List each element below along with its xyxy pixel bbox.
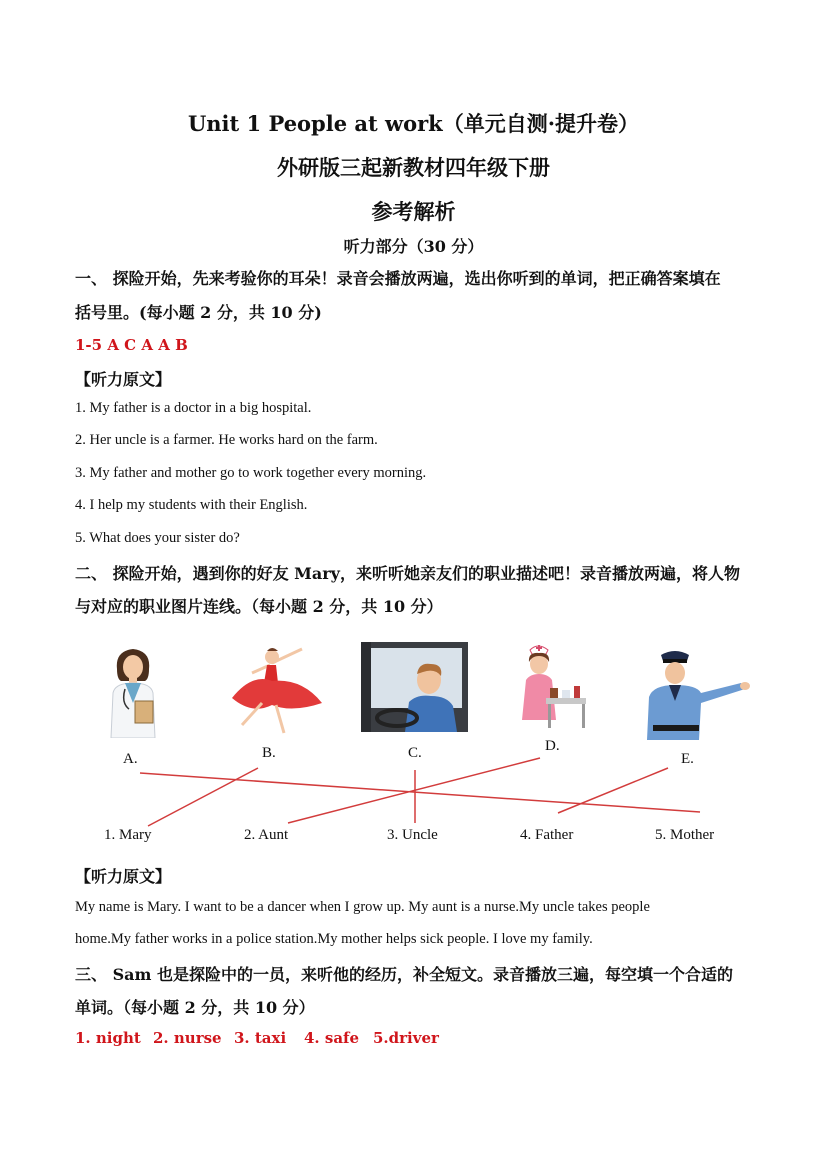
- picture-letter-b: B.: [262, 745, 276, 761]
- section-title: 听力部分（30 分）: [343, 237, 484, 256]
- part3-answer-2: 2. nurse: [153, 1029, 222, 1047]
- part3-answer-3: 3. taxi: [234, 1029, 287, 1047]
- match-line-aunt-d: [288, 758, 540, 823]
- picture-letter-a: A.: [123, 751, 138, 767]
- part3-instruction-line2: 单词。（每小题 2 分，共 10 分）: [75, 998, 315, 1017]
- document-title: Unit 1 People at work（单元自测·提升卷）: [187, 111, 640, 136]
- picture-letter-d: D.: [545, 738, 560, 754]
- document-heading: 参考解析: [371, 199, 456, 224]
- part1-instruction-line2: 括号里。(每小题 2 分，共 10 分): [75, 303, 322, 322]
- person-mary: 1. Mary: [104, 827, 152, 843]
- script-line: 3. My father and mother go to work together every morning.: [75, 465, 427, 481]
- script-line: 4. I help my students with their English.: [75, 497, 308, 513]
- part1-answers: 1-5 A C A A B: [75, 336, 188, 354]
- part2-script-label: 【听力原文】: [75, 867, 172, 886]
- match-line-mother-a: [140, 773, 700, 812]
- part2-instruction-line2: 与对应的职业图片连线。（每小题 2 分，共 10 分）: [75, 597, 443, 616]
- picture-letter-c: C.: [408, 745, 422, 761]
- part2-script-line1: My name is Mary. I want to be a dancer when I grow up. My aunt is a nurse.My uncle takes people: [75, 899, 650, 915]
- person-mother: 5. Mother: [655, 827, 715, 843]
- picture-letter-e: E.: [681, 751, 694, 767]
- part3-instruction-line1: 三、 Sam 也是探险中的一员，来听他的经历，补全短文。录音播放三遍，每空填一个合适的: [75, 965, 733, 984]
- script-line: 5. What does your sister do?: [75, 530, 240, 546]
- part3-answer-4: 4. safe: [304, 1029, 360, 1047]
- part1-script-label: 【听力原文】: [75, 370, 172, 389]
- person-uncle: 3. Uncle: [387, 827, 438, 843]
- person-father: 4. Father: [520, 827, 574, 843]
- part3-answer-1: 1. night: [75, 1029, 141, 1047]
- part2-script-line2: home.My father works in a police station.My mother helps sick people. I love my family.: [75, 931, 593, 947]
- person-aunt: 2. Aunt: [244, 827, 289, 843]
- script-line: 2. Her uncle is a farmer. He works hard on the farm.: [75, 432, 378, 448]
- document-subtitle: 外研版三起新教材四年级下册: [277, 155, 550, 180]
- script-line: 1. My father is a doctor in a big hospital.: [75, 400, 312, 416]
- part1-instruction-line1: 一、 探险开始，先来考验你的耳朵！录音会播放两遍，选出你听到的单词，把正确答案填在: [75, 269, 721, 288]
- part2-instruction-line1: 二、 探险开始，遇到你的好友 Mary，来听听她亲友们的职业描述吧！录音播放两遍，将人物: [75, 564, 740, 583]
- part3-answer-5: 5.driver: [373, 1029, 439, 1047]
